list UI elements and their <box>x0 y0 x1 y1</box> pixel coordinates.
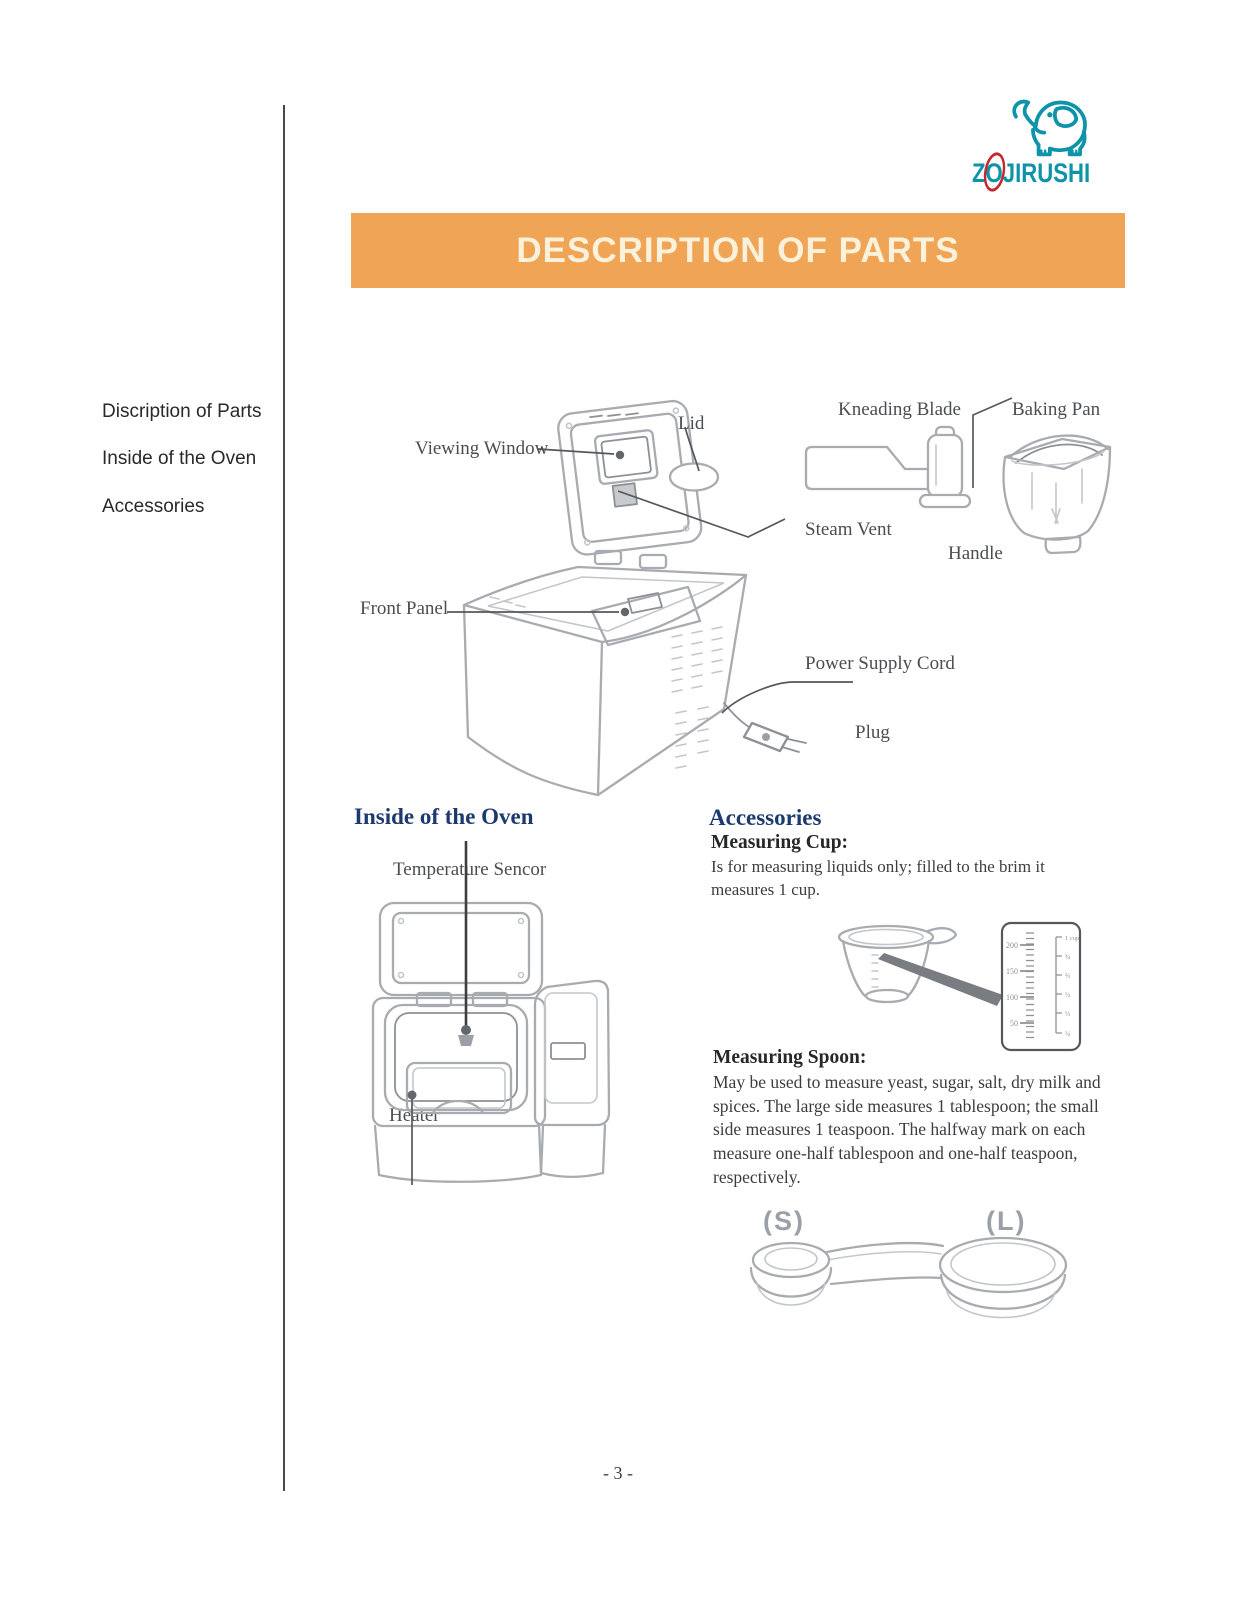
label-viewing-window: Viewing Window <box>415 438 549 459</box>
inside-oven-diagram <box>355 835 625 1195</box>
cup-scale-tick: ⅓ <box>1065 1010 1071 1018</box>
page-number: - 3 - <box>603 1463 633 1483</box>
measuring-cup-body: Is for measuring liquids only; filled to the brim it measures 1 cup. <box>711 857 1045 899</box>
sidebar-item-accessories: Accessories <box>102 496 205 517</box>
cup-scale-tick: 100 <box>1006 993 1018 1002</box>
label-heater: Heater <box>389 1105 440 1126</box>
label-baking-pan: Baking Pan <box>1012 399 1101 420</box>
section-banner <box>351 213 1125 288</box>
label-front-panel: Front Panel <box>360 598 449 619</box>
sidebar-item-description-of-parts: Discription of Parts <box>102 401 262 422</box>
elephant-logo-icon <box>998 94 1098 160</box>
page-title: DESCRIPTION OF PARTS <box>516 230 960 270</box>
label-power-supply-cord: Power Supply Cord <box>805 653 955 674</box>
cup-scale-tick: ¾ <box>1065 953 1071 961</box>
measuring-spoon-body: May be used to measure yeast, sugar, salt, dry milk and spices. The large side measures 1 tablespoon; the small side measures 1 teaspoon. The halfway mark on each measure one-half tablespoon and one-half teaspoon, respectively. <box>713 1072 1101 1187</box>
label-handle: Handle <box>948 543 1003 564</box>
measuring-spoon-diagram <box>715 1180 1070 1335</box>
wordmark-z: Z <box>972 158 986 188</box>
lid-handle-shape <box>670 464 718 491</box>
spoon-small-label: (S) <box>763 1206 805 1236</box>
label-kneading-blade: Kneading Blade <box>838 399 961 420</box>
brand-logo <box>968 94 1118 194</box>
cup-scale-tick: 150 <box>1006 967 1018 976</box>
cup-scale-tick: ¼ <box>1065 1030 1071 1038</box>
sidebar-divider-line <box>283 105 285 1491</box>
cup-scale-tick: 200 <box>1006 941 1018 950</box>
label-lid: Lid <box>678 413 705 434</box>
measuring-spoon-title: Measuring Spoon: <box>713 1047 867 1068</box>
label-steam-vent: Steam Vent <box>805 519 892 540</box>
label-temperature-sensor: Temperature Sencor <box>393 859 547 880</box>
cup-scale-tick: 50 <box>1010 1019 1018 1028</box>
spoon-large-label: (L) <box>986 1206 1027 1236</box>
cup-scale-tick: ½ <box>1065 991 1071 999</box>
wordmark-rest: JIRUSHI <box>1002 158 1091 188</box>
accessories-heading: Accessories <box>709 805 822 830</box>
sidebar-item-inside-of-the-oven: Inside of the Oven <box>102 448 257 469</box>
inside-oven-heading: Inside of the Oven <box>354 804 534 829</box>
measuring-cup-diagram <box>810 893 1095 1058</box>
cup-scale-tick: 1 cup <box>1065 935 1080 942</box>
label-plug: Plug <box>855 722 890 743</box>
cup-scale-tick: ⅔ <box>1065 972 1071 980</box>
brand-wordmark <box>972 158 1090 189</box>
wordmark-o: O <box>986 158 1003 189</box>
measuring-cup-title: Measuring Cup: <box>711 832 849 853</box>
